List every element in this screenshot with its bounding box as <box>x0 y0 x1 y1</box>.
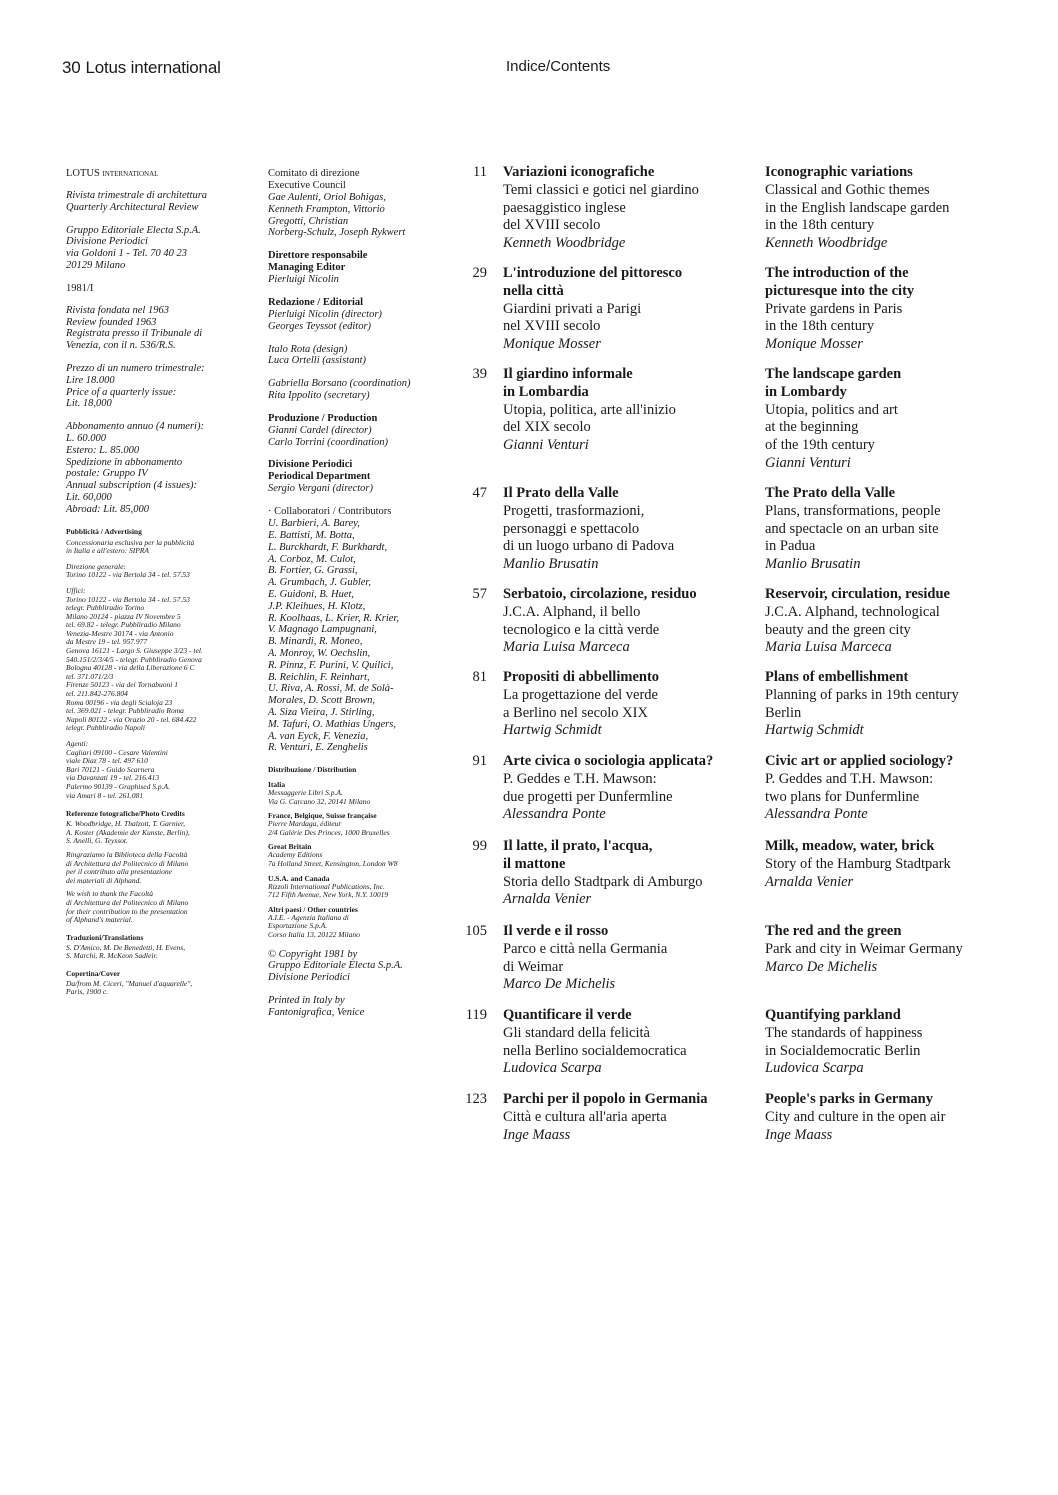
toc-italian-subtitle: Storia dello Stadtpark di Amburgo <box>503 873 703 890</box>
toc-page-number: 29 <box>472 265 487 281</box>
offices-list: Uffici: Torino 10122 - via Bertola 34 - tel. 57.53 telegr. Pubbliradio Torino Milano 20124 - piazza IV Novembre 5 tel. 69.82 - telegr. Pubbliradio Milano Venezia-Mestre 30174 - via Antonio da Mestre 19 - tel. 957.977 Genova 16121 - Largo S. Giuseppe 3/23 - tel. 540.151/2/3/4/5 - telegr. Pubbliradio Genova Bologna 40128 - via della Liberazione 6 C tel. 371.071/2/3 Firenze 50123 - via dei Tornabuoni 1 tel. 211.842-276.804 Roma 00196 - via degli Scialoja 23 tel. 369.021 - telegr. Pubbliradio Roma Napoli 80122 - via Orazio 20 - tel. 684.422 telegr. Pubbliradio Napoli <box>66 585 203 733</box>
colophon-left <box>66 168 261 997</box>
toc-english-title: People's parks in Germany <box>765 1091 933 1107</box>
printer-notice: Printed in Italy by Fantonigrafica, Venice <box>268 995 365 1018</box>
toc-page-number: 39 <box>472 366 487 382</box>
editorial-heading: Redazione / Editorial <box>268 296 364 308</box>
director-name: Pierluigi Nicolin <box>268 274 339 286</box>
toc-english-title: The red and the green <box>765 923 902 939</box>
toc-english-author: Alessandra Ponte <box>765 806 868 823</box>
thanks-italian: Ringraziamo la Biblioteca della Facoltà di Architettura del Politecnico di Milano per il contributo alla presentazione dei materiali di Alphand. <box>66 849 189 885</box>
toc-english-author: Gianni Venturi <box>765 454 851 471</box>
toc-italian <box>503 669 765 740</box>
page-header <box>62 58 221 78</box>
toc-italian-subtitle: Città e cultura all'aria aperta <box>503 1108 667 1125</box>
toc-english-subtitle: Planning of parks in 19th century Berlin <box>765 686 959 721</box>
toc-english-author: Manlio Brusatin <box>765 556 861 573</box>
toc-italian-subtitle: La progettazione del verde a Berlino nel secolo XIX <box>503 686 658 721</box>
toc-page-number: 11 <box>473 164 487 180</box>
toc-italian-title: Il giardino informale in Lombardia <box>503 366 633 400</box>
contributors-heading: · Collaboratori / Contributors <box>268 506 392 518</box>
toc-english-subtitle: The standards of happiness in Socialdemocratic Berlin <box>765 1024 923 1059</box>
dist-usa-heading: U.S.A. and Canada <box>268 873 330 883</box>
photo-credits: K. Woodbridge, H. Thalzott, T. Garnier, A. Koster (Akademie der Kunste, Berlin), S. Anelli, G. Teyssot. <box>66 819 190 846</box>
toc-english-author: Kenneth Woodbridge <box>765 235 888 252</box>
toc-page-number: 123 <box>465 1091 487 1107</box>
dist-italia-heading: Italia <box>268 780 286 790</box>
toc-italian-subtitle: Temi classici e gotici nel giardino paesaggistico inglese del XVIII secolo <box>503 181 699 234</box>
toc-italian-author: Manlio Brusatin <box>503 556 599 573</box>
toc-english-title: Reservoir, circulation, residue <box>765 586 950 602</box>
editorial-staff: Pierluigi Nicolin (director) Georges Teyssot (editor) <box>268 308 382 332</box>
thanks-english: We wish to thank the Facoltà di Architettura del Politecnico di Milano for their contribution to the presentation of Alphand's material. <box>66 889 189 925</box>
toc-english-title: Iconographic variations <box>765 164 913 180</box>
distribution-heading: Distribuzione / Distribution <box>268 765 357 775</box>
toc-italian <box>503 923 765 994</box>
toc-page-number: 105 <box>465 923 487 939</box>
toc-english-author: Monique Mosser <box>765 336 863 353</box>
toc-english <box>765 485 1030 574</box>
toc-italian <box>503 753 765 824</box>
toc-page-number: 91 <box>472 753 487 769</box>
toc-english-subtitle: Utopia, politics and art at the beginning of the 19th century <box>765 401 898 454</box>
toc-english-author: Hartwig Schmidt <box>765 722 864 739</box>
toc-english <box>765 1091 1030 1144</box>
toc-english-subtitle: Classical and Gothic themes in the English landscape garden in the 18th century <box>765 181 950 234</box>
toc-english-author: Maria Luisa Marceca <box>765 639 892 656</box>
periodical-director: Sergio Vergani (director) <box>268 483 373 495</box>
issue-number: 1981/I <box>66 282 94 294</box>
toc-italian-author: Maria Luisa Marceca <box>503 639 630 656</box>
toc-english-subtitle: Park and city in Weimar Germany <box>765 940 963 957</box>
toc-english <box>765 753 1030 824</box>
advertising-info: Concessionaria esclusiva per la pubblicità in Italia e all'estero: SIPRA <box>66 537 195 556</box>
magazine-name: Lotus international <box>85 58 221 77</box>
toc-italian-subtitle: Parco e città nella Germania di Weimar <box>503 940 668 975</box>
toc-italian-title: Il Prato della Valle <box>503 485 619 501</box>
agents-list: Agenti: Cagliari 09100 - Cesare Valentini viale Diaz 78 - tel. 497 610 Bari 70121 - Guido Scarnera via Davanzati 19 - tel. 216.413 Palermo 90139 - Graphised S.p.A. via Amari 8 - tel. 261.081 <box>66 739 170 800</box>
toc-english-title: The introduction of the picturesque into the city <box>765 265 915 299</box>
toc-english-subtitle: Private gardens in Paris in the 18th century <box>765 300 903 335</box>
toc-english-subtitle: Story of the Hamburg Stadtpark <box>765 855 951 872</box>
toc-english-subtitle: Plans, transformations, people and spectacle on an urban site in Padua <box>765 502 941 555</box>
toc-italian-author: Marco De Michelis <box>503 976 616 993</box>
toc-italian-author: Gianni Venturi <box>503 437 589 454</box>
general-direction: Direzione generale: Torino 10122 - via Bertola 34 - tel. 57.53 <box>66 561 190 580</box>
toc-english <box>765 265 1030 354</box>
toc-english <box>765 669 1030 740</box>
coordination-staff: Gabriella Borsano (coordination) Rita Ippolito (secretary) <box>268 378 411 401</box>
toc-english-subtitle: J.C.A. Alphand, technological beauty and the green city <box>765 603 940 638</box>
contributors-list: U. Barbieri, A. Barey, E. Battisti, M. Botta, L. Burckhardt, F. Burkhardt, A. Corboz, M. Culot, B. Fortier, G. Grassi, A. Grumbach, J. Gubler, E. Guidoni, B. Huet, J.P. Kleihues, H. Klotz, R. Koolhaas, L. Krier, R. Krier, V. Magnago Lampugnani, B. Minardi, R. Moneo, A. Monroy, W. Oechslin, R. Pinnz, F. Purini, V. Quilici, B. Reichlin, F. Reinhart, U. Riva, A. Rossi, M. de Solà- Morales, D. Scott Brown, A. Siza Vieira, J. Stirling, M. Tafuri, O. Mathias Ungers, A. van Eyck, F. Venezia, R. Venturi, E. Zenghelis <box>268 518 399 754</box>
toc-italian-title: L'introduzione del pittoresco nella città <box>503 265 683 299</box>
toc-italian-author: Kenneth Woodbridge <box>503 235 626 252</box>
toc-english <box>765 838 1030 891</box>
toc-italian-author: Ludovica Scarpa <box>503 1060 602 1077</box>
toc-english <box>765 1007 1030 1078</box>
toc-italian <box>503 1091 765 1144</box>
toc-english <box>765 366 1030 473</box>
committee-members: Gae Aulenti, Oriol Bohigas, Kenneth Frampton, Vittorio Gregotti, Christian Norberg-Schulz, Joseph Rykwert <box>268 192 406 239</box>
toc-italian-author: Monique Mosser <box>503 336 601 353</box>
dist-gb: Academy Editions 7a Holland Street, Kensington, London W8 <box>268 850 398 869</box>
toc-italian-title: Variazioni iconografiche <box>503 164 655 180</box>
committee-heading: Comitato di direzione Executive Council <box>268 168 360 191</box>
toc-english-subtitle: City and culture in the open air <box>765 1108 946 1125</box>
toc-italian-title: Il verde e il rosso <box>503 923 609 939</box>
production-staff: Gianni Cardel (director) Carlo Torrini (coordination) <box>268 424 388 448</box>
toc-italian <box>503 1007 765 1078</box>
toc-english-title: Quantifying parkland <box>765 1007 901 1023</box>
toc-italian <box>503 485 765 574</box>
toc-italian-title: Quantificare il verde <box>503 1007 632 1023</box>
toc-italian-author: Alessandra Ponte <box>503 806 606 823</box>
toc-page-number: 119 <box>465 1007 487 1023</box>
toc-english-title: The landscape garden in Lombardy <box>765 366 902 400</box>
section-title: Indice/Contents <box>506 58 611 75</box>
dist-gb-heading: Great Britain <box>268 842 312 852</box>
toc-english-title: The Prato della Valle <box>765 485 896 501</box>
subscription-info: Abbonamento annuo (4 numeri): L. 60.000 Estero: L. 85.000 Spedizione in abbonamento postale: Gruppo IV Annual subscription (4 issues): Lit. 60,000 Abroad: Lit. 85,000 <box>66 421 204 515</box>
toc-page-number: 99 <box>472 838 487 854</box>
toc-italian <box>503 164 765 253</box>
toc-italian-subtitle: P. Geddes e T.H. Mawson: due progetti per Dunfermline <box>503 770 673 805</box>
cover-heading: Copertina/Cover <box>66 968 121 978</box>
founding-info: Rivista fondata nel 1963 Review founded 1963 Registrata presso il Tribunale di Venezia, con il n. 536/R.S. <box>66 304 203 352</box>
toc-english-author: Marco De Michelis <box>765 958 878 975</box>
colophon-right <box>268 168 468 1019</box>
toc-english <box>765 586 1030 657</box>
price-info: Prezzo di un numero trimestrale: Lire 18.000 Price of a quarterly issue: Lit. 18,000 <box>66 362 205 410</box>
toc-italian-subtitle: Giardini privati a Parigi nel XVIII secolo <box>503 300 642 335</box>
masthead-title: LOTUS international <box>66 168 159 179</box>
toc-english-author: Inge Maass <box>765 1126 833 1143</box>
toc-italian-title: Arte civica o sociologia applicata? <box>503 753 714 769</box>
cover-credit: Da/from M. Ciceri, "Manuel d'aquarelle", Paris, 1900 c. <box>66 978 193 997</box>
photo-credits-heading: Referenze fotografiche/Photo Credits <box>66 809 185 819</box>
toc-italian <box>503 586 765 657</box>
toc-italian <box>503 838 765 909</box>
toc-italian-title: Serbatoio, circolazione, residuo <box>503 586 697 602</box>
toc-english-subtitle: P. Geddes and T.H. Mawson: two plans for Dunfermline <box>765 770 934 805</box>
toc-italian-subtitle: Gli standard della felicità nella Berlino socialdemocratica <box>503 1024 687 1059</box>
toc-italian-title: Il latte, il prato, l'acqua, il mattone <box>503 838 653 872</box>
toc-english-title: Civic art or applied sociology? <box>765 753 954 769</box>
toc-italian-author: Hartwig Schmidt <box>503 722 602 739</box>
advertising-heading: Pubblicità / Advertising <box>66 526 142 536</box>
toc-english-title: Milk, meadow, water, brick <box>765 838 935 854</box>
dist-usa: Rizzoli International Publications, Inc. 712 Fifth Avenue, New York, N.Y. 10019 <box>268 881 389 900</box>
production-heading: Produzione / Production <box>268 412 378 424</box>
publisher-info: Gruppo Editoriale Electa S.p.A. Divisione Periodici via Goldoni 1 - Tel. 70 40 23 20129 Milano <box>66 224 201 271</box>
toc-page-number: 57 <box>472 586 487 602</box>
director-heading: Direttore responsabile Managing Editor <box>268 250 368 274</box>
translations: S. D'Amico, M. De Benedetti, H. Evens, S. Marchi, R. McKeon Sadleir. <box>66 942 186 961</box>
toc-italian-subtitle: Utopia, politica, arte all'inizio del XIX secolo <box>503 401 676 436</box>
toc-italian-author: Arnalda Venier <box>503 891 592 908</box>
dist-italia: Messaggerie Libri S.p.A. Via G. Carcano 32, 20141 Milano <box>268 788 371 806</box>
dist-other: A.I.E. - Agenzia Italiana di Esportazione S.p.A. Corso Italia 13, 20122 Milano <box>268 912 360 940</box>
dist-france-heading: France, Belgique, Suisse française <box>268 811 377 821</box>
copyright-notice: © Copyright 1981 by Gruppo Editoriale Electa S.p.A. Divisione Periodici <box>268 948 403 984</box>
page-number: 30 <box>62 58 81 77</box>
toc-italian <box>503 366 765 455</box>
toc-italian-author: Inge Maass <box>503 1126 571 1143</box>
design-staff: Italo Rota (design) Luca Ortelli (assistant) <box>268 343 367 367</box>
toc-italian-title: Propositi di abbellimento <box>503 669 660 685</box>
masthead-subtitle: Rivista trimestrale di architettura Quarterly Architectural Review <box>66 190 208 213</box>
toc-english <box>765 164 1030 253</box>
translations-heading: Traduzioni/Translations <box>66 932 144 942</box>
toc-english <box>765 923 1030 976</box>
toc-italian <box>503 265 765 354</box>
dist-other-heading: Altri paesi / Other countries <box>268 904 358 914</box>
toc-english-title: Plans of embellishment <box>765 669 909 685</box>
toc-italian-subtitle: J.C.A. Alphand, il bello tecnologico e la città verde <box>503 603 660 638</box>
toc-page-number: 47 <box>472 485 487 501</box>
periodical-heading: Divisione Periodici Periodical Department <box>268 459 371 483</box>
toc-page-number: 81 <box>472 669 487 685</box>
toc-english-author: Arnalda Venier <box>765 873 854 890</box>
toc-italian-subtitle: Progetti, trasformazioni, personaggi e spettacolo di un luogo urbano di Padova <box>503 502 675 555</box>
toc-italian-title: Parchi per il popolo in Germania <box>503 1091 708 1107</box>
toc-english-author: Ludovica Scarpa <box>765 1060 864 1077</box>
dist-france: Pierre Mardaga, éditeur 2/4 Galérie Des Princes, 1000 Bruxelles <box>268 819 390 837</box>
